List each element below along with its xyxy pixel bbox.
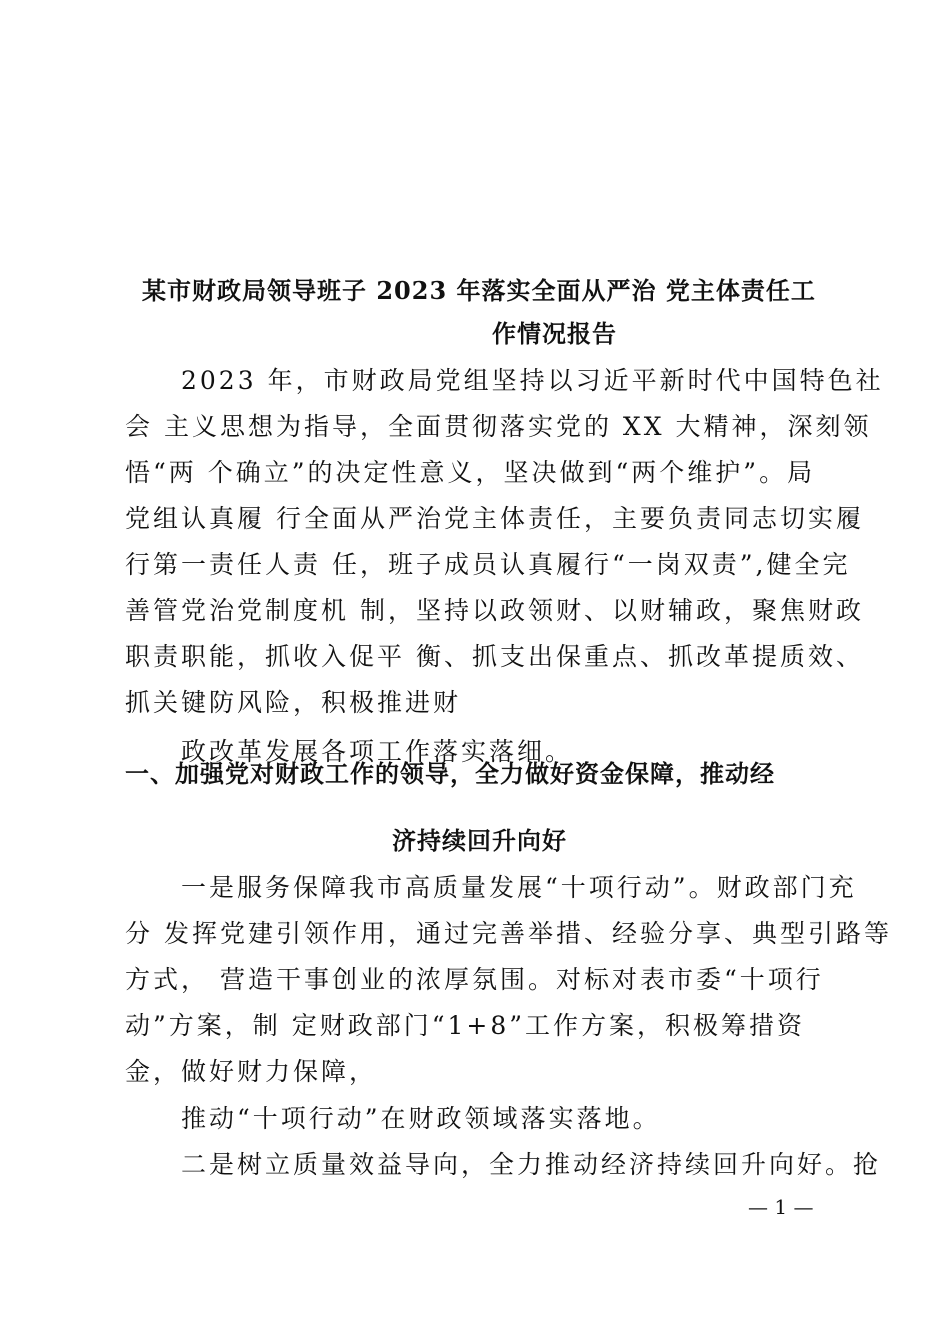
section-1-heading-line-2: 济持续回升向好 <box>392 827 567 855</box>
intro-line: 党组认真履 行全面从严治党主体责任，主要负责同志切实履 <box>125 504 864 533</box>
intro-line: 2023 年，市财政局党组坚持以习近平新时代中国特色社 <box>181 366 884 395</box>
paragraph-1-line: 推动“十项行动”在财政领域落实落地。 <box>181 1104 661 1133</box>
paragraph-1-line: 一是服务保障我市高质量发展“十项行动”。财政部门充 <box>181 873 857 902</box>
paragraph-1-line: 方式， 营造干事创业的浓厚氛围。对标对表市委“十项行 <box>125 965 824 994</box>
intro-line: 行第一责任人责 任，班子成员认真履行“一岗双责”,健全完 <box>125 550 851 579</box>
paragraph-1-line: 动”方案，制 定财政部门“1+8”工作方案，积极筹措资 <box>125 1011 806 1040</box>
intro-line: 善管党治党制度机 制，坚持以政领财、以财辅政，聚焦财政 <box>125 596 864 625</box>
intro-line: 职责职能，抓收入促平 衡、抓支出保重点、抓改革提质效、 <box>125 642 864 671</box>
document-title-line-1: 某市财政局领导班子 2023 年落实全面从严治 党主体责任工 <box>142 276 816 305</box>
page-number: — 1 — <box>748 1195 814 1219</box>
intro-line: 政改革发展各项工作落实落细。 <box>181 737 574 766</box>
intro-line: 悟“两 个确立”的决定性意义，坚决做到“两个维护”。局 <box>125 458 816 487</box>
paragraph-1-line: 分 发挥党建引领作用，通过完善举措、经验分享、典型引路等 <box>125 919 892 948</box>
paragraph-1-line: 金，做好财力保障， <box>125 1057 378 1086</box>
intro-line: 会 主义思想为指导，全面贯彻落实党的 XX 大精神，深刻领 <box>125 412 872 441</box>
section-1-heading-line-1: 一、加强党对财政工作的领导，全力做好资金保障，推动经 <box>125 760 775 788</box>
document-title-line-2: 作情况报告 <box>492 319 617 348</box>
paragraph-2-line: 二是树立质量效益导向，全力推动经济持续回升向好。抢 <box>181 1150 882 1179</box>
intro-line: 抓关键防风险，积极推进财 <box>125 688 462 717</box>
